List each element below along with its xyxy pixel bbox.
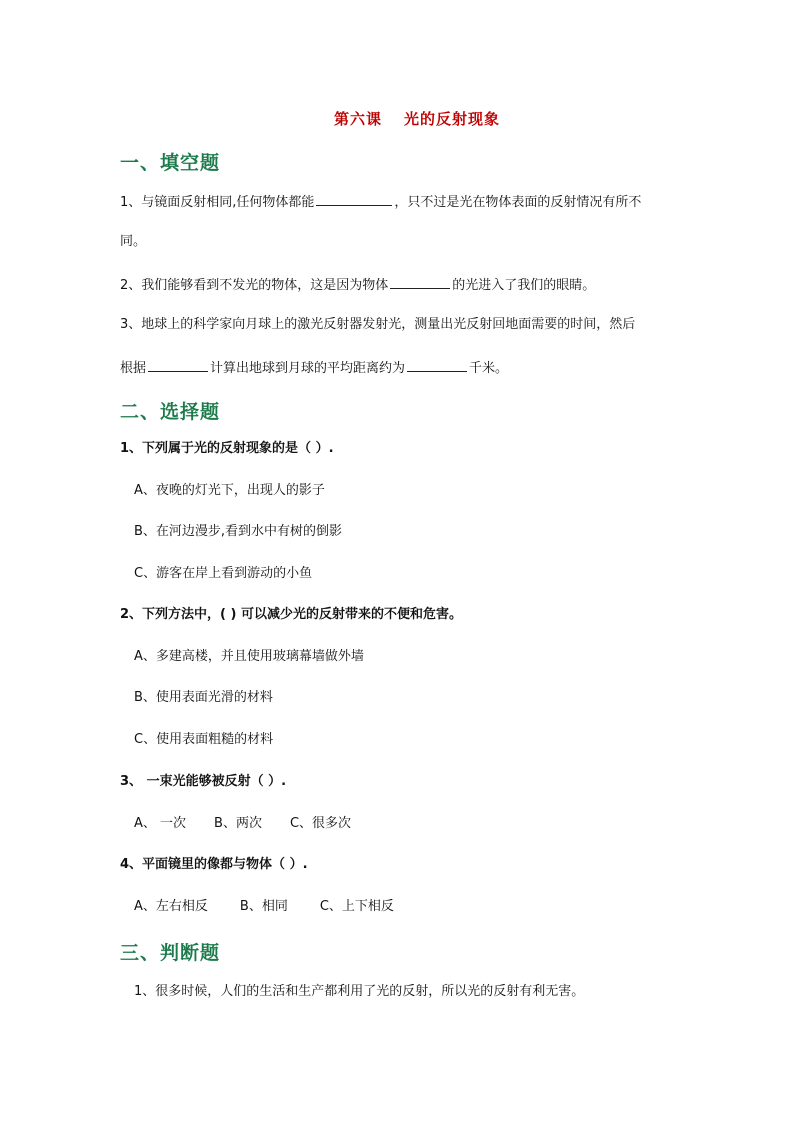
choice-question-4: 4、平面镜里的像都与物体（ ）. [120, 857, 308, 872]
answer-blank[interactable] [148, 357, 208, 372]
fill-question-1-cont: 同。 [120, 234, 147, 249]
choice-question-1: 1、下列属于光的反射现象的是（ ）. [120, 441, 334, 456]
section-choice-heading: 二、选择题 [120, 401, 221, 423]
fill-question-3-cont: 根据 计算出地球到月球的平均距离约为 千米。 [120, 357, 508, 378]
section-fill-heading: 一、填空题 [120, 152, 221, 174]
choice-2-option-b: B、使用表面光滑的材料 [134, 690, 273, 705]
choice-1-option-b: B、在河边漫步,看到水中有树的倒影 [134, 524, 343, 539]
choice-3-option-a: A、 一次 [134, 816, 187, 831]
answer-blank[interactable] [407, 357, 467, 372]
choice-1-option-a: A、夜晚的灯光下，出现人的影子 [134, 483, 325, 498]
choice-2-option-c: C、使用表面粗糙的材料 [134, 732, 274, 747]
choice-1-option-c: C、游客在岸上看到游动的小鱼 [134, 566, 313, 581]
lesson-name: 光的反射现象 [404, 110, 501, 128]
choice-question-2: 2、下列方法中，( ) 可以减少光的反射带来的不便和危害。 [120, 607, 462, 622]
section-judge-heading: 三、判断题 [120, 942, 221, 964]
choice-3-option-b: B、两次 [214, 816, 262, 831]
choice-4-option-c: C、上下相反 [319, 899, 394, 914]
fill-question-2: 2、我们能够看到不发光的物体，这是因为物体 的光进入了我们的眼睛。 [120, 274, 595, 295]
choice-4-option-a: A、左右相反 [134, 899, 208, 914]
choice-2-option-a: A、多建高楼，并且使用玻璃幕墙做外墙 [134, 649, 364, 664]
judge-question-1: 1、很多时候，人们的生活和生产都利用了光的反射，所以光的反射有利无害。 [134, 984, 585, 999]
answer-blank[interactable] [390, 274, 450, 289]
choice-question-3: 3、 一束光能够被反射（ ）. [120, 774, 287, 789]
choice-3-option-c: C、很多次 [289, 816, 352, 831]
answer-blank[interactable] [316, 191, 392, 206]
choice-4-options [134, 898, 394, 916]
fill-question-3: 3、地球上的科学家向月球上的激光反射器发射光，测量出光反射回地面需要的时间，然后 [120, 317, 636, 332]
fill-question-1: 1、与镜面反射相同,任何物体都能 ，只不过是光在物体表面的反射情况有所不 [120, 191, 641, 212]
lesson-title [0, 108, 794, 129]
lesson-number: 第六课 [333, 110, 382, 128]
choice-3-options [134, 815, 351, 833]
choice-4-option-b: B、相同 [239, 899, 288, 914]
